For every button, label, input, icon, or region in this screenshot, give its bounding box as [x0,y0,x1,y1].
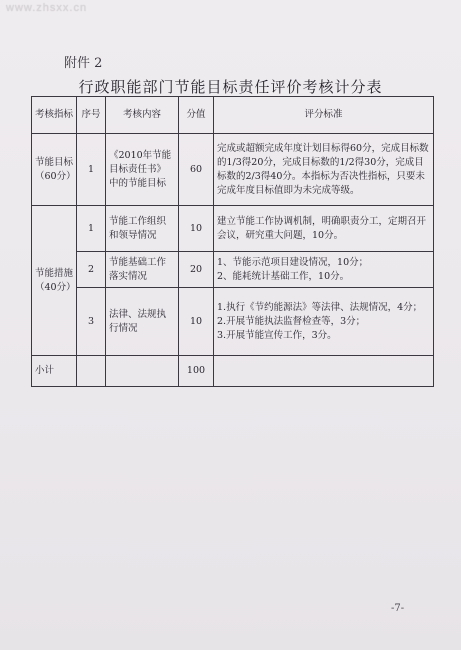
criteria-cell [214,252,434,288]
table-row [32,206,434,252]
criteria-cell: 完成或超额完成年度计划目标得60分，完成目标数的1/3得20分，完成目标数的1/2得30分，完成目标数的2/3得40分。本指标为否决性指标，只要未完成年度目标值即为未完成等级。 [214,134,434,206]
empty-cell [214,356,434,387]
table-row [32,252,434,288]
scoring-table [31,96,434,387]
watermark: www.zhsxx.cn [6,2,88,14]
page-number: -7- [391,603,405,614]
content-cell: 法律、法规执行情况 [106,288,179,356]
header-score: 分值 [179,97,214,134]
subtotal-label: 小计 [32,356,77,387]
score-cell: 60 [179,134,214,206]
subtotal-score: 100 [179,356,214,387]
criteria-line: 3.开展节能宣传工作，3分。 [217,329,337,341]
table-row [32,288,434,356]
criteria-line: 2.开展节能执法监督检查等，3分； [217,315,366,327]
content-cell: 《2010年节能目标责任书》中的节能目标 [106,134,179,206]
page-title: 行政职能部门节能目标责任评价考核计分表 [78,78,383,96]
table-header-row [32,97,434,134]
seq-cell: 1 [77,206,106,252]
attachment-label: 附件 2 [64,56,103,71]
criteria-cell: 建立节能工作协调机制，明确职责分工，定期召开会议，研究重大问题，10分。 [214,206,434,252]
header-criteria: 评分标准 [214,97,434,134]
subtotal-row [32,356,434,387]
header-indicator: 考核指标 [32,97,77,134]
seq-cell: 3 [77,288,106,356]
indicator-energy-measures: 节能措施（40分） [32,206,77,356]
seq-cell: 2 [77,252,106,288]
criteria-line: 1.执行《节约能源法》等法律、法规情况，4分； [217,301,423,313]
content-cell: 节能工作组织和领导情况 [106,206,179,252]
indicator-energy-target: 节能目标（60分） [32,134,77,206]
seq-cell: 1 [77,134,106,206]
empty-cell [77,356,106,387]
empty-cell [106,356,179,387]
score-cell: 20 [179,252,214,288]
header-content: 考核内容 [106,97,179,134]
table-row [32,134,434,206]
score-cell: 10 [179,288,214,356]
criteria-cell [214,288,434,356]
score-cell: 10 [179,206,214,252]
content-cell: 节能基础工作落实情况 [106,252,179,288]
criteria-line: 2、能耗统计基础工作，10分。 [217,270,350,282]
criteria-line: 1、节能示范项目建设情况，10分； [217,256,369,268]
header-seq: 序号 [77,97,106,134]
